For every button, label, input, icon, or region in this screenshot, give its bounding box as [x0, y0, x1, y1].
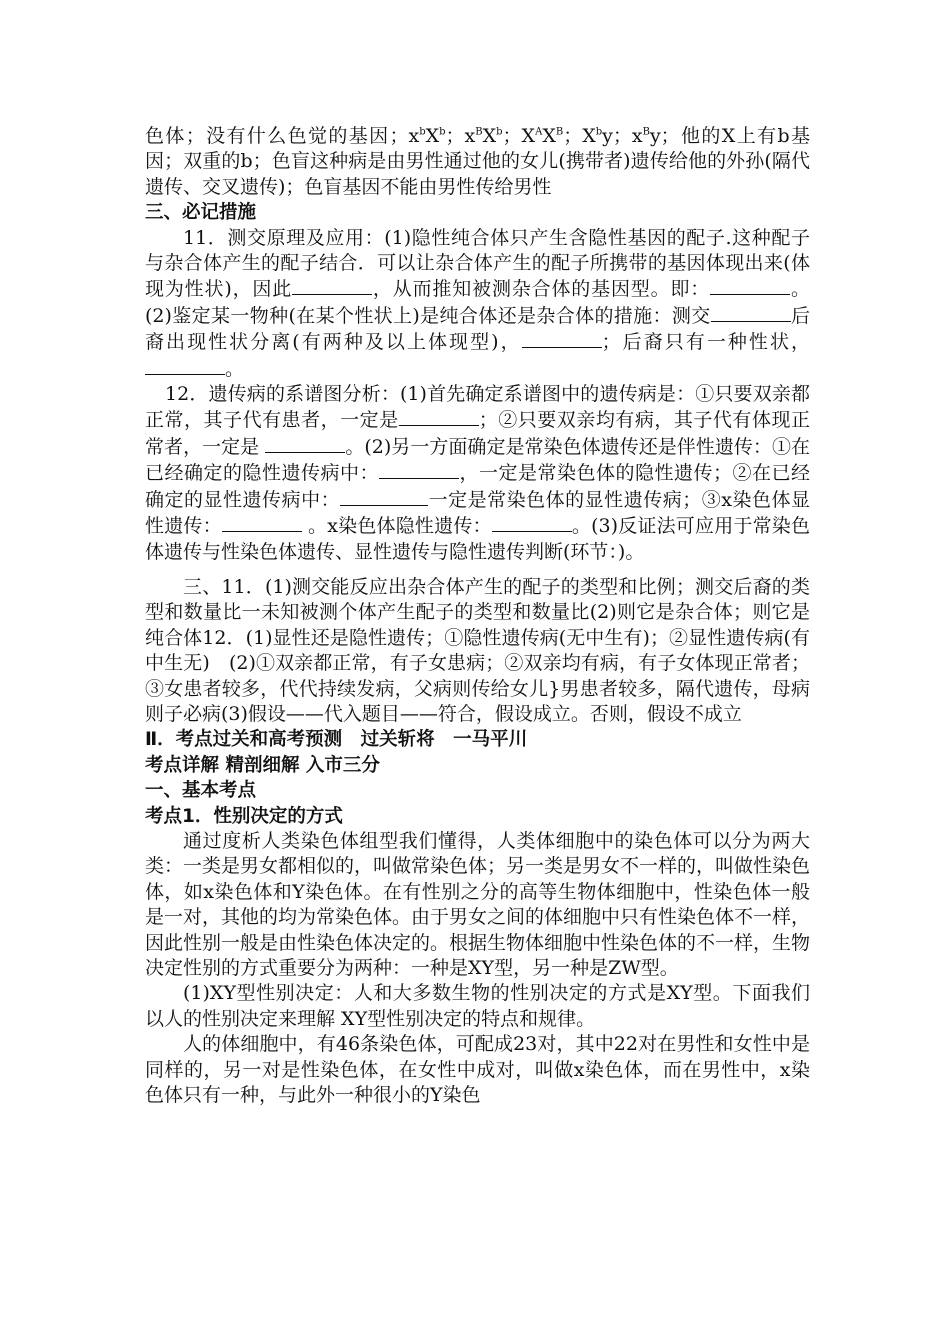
- superscript: b: [439, 126, 446, 138]
- superscript: B: [642, 126, 650, 138]
- text-run: 。x染色体隐性遗传：: [301, 515, 492, 538]
- fill-blank[interactable]: [710, 276, 790, 295]
- text-run: 一定是常染色体的显性遗传病；③x染色体显性遗传：: [145, 488, 810, 538]
- text-run: 后裔出现性状分离(有两种及以上体现型)，: [145, 304, 810, 354]
- paragraph-xy-type: (1)XY型性别决定：人和大多数生物的性别决定的方式是XY型。下面我们以人的性别决定来理解 XY型性别决定的特点和规律。: [145, 982, 810, 1030]
- superscript: b: [496, 126, 503, 138]
- paragraph-color-blindness: [145, 124, 810, 200]
- fill-blank[interactable]: [340, 487, 428, 506]
- fill-blank[interactable]: [399, 407, 479, 426]
- text-run: X: [425, 125, 440, 147]
- superscript: B: [555, 126, 564, 138]
- fill-blank[interactable]: [222, 513, 302, 532]
- paragraph-human-chromosomes: 人的体细胞中，有46条染色体，可配成23对，其中22对在男性和女性中是同样的，另一对是性染色体，在女性中成对，叫做x染色体，而在男性中，x染色体只有一种，与此外一种很小的Y染色: [145, 1033, 810, 1107]
- superscript: b: [595, 126, 603, 138]
- superscript: A: [535, 126, 543, 138]
- fill-blank[interactable]: [711, 303, 791, 322]
- paragraph-answers: 三、11．(1)测交能反应出杂合体产生的配子的类型和比例；测交后裔的类型和数量比一未知被测个体产生配子的类型和数量比(2)则它是杂合体；则它是纯合体12．(1)显性还是隐性遗传；①隐性遗传病(无中生有)；②显性遗传病(有中生无) (2)①双亲都正常，有子女患病；②双亲均有病，有子女体现正常者；③女患者较多，代代持续发病，父病则传给女儿}男患者较多，隔代遗传，母病则子必病(3)假设——代入题目——符合，假设成立。否则，假设不成立: [145, 575, 810, 725]
- text-run: 。(2)鉴定某一物种(在某个性状上)是纯合体还是杂合体的措施：测交: [145, 278, 810, 327]
- text-run: y；他的X上有b基因；双重的b；色盲这种病是由男性通过他的女儿(携带者)遗传给他的外孙(隔代遗传、交叉遗传)；色盲基因不能由男性传给男性: [145, 125, 810, 198]
- paragraph-test-cross: [145, 226, 810, 382]
- text-run: 。: [225, 357, 245, 380]
- paragraph-pedigree-analysis: [145, 382, 810, 565]
- section-heading: 一、基本考点: [145, 780, 257, 802]
- section-heading: 考点1．性别决定的方式: [145, 805, 343, 827]
- fill-blank[interactable]: [379, 460, 459, 479]
- fill-blank[interactable]: [522, 329, 602, 348]
- text-run: ；x: [445, 125, 476, 147]
- fill-blank[interactable]: [292, 276, 372, 295]
- text-run: 。(3)反证法可应用于常染色体遗传与性染色体遗传、显性遗传与隐性遗传判断(环节：)。: [145, 515, 810, 563]
- superscript: b: [419, 126, 426, 138]
- superscript: B: [475, 126, 483, 138]
- text-run: ；②只要双亲均有病，其子代有体现正常者，一定是: [145, 409, 810, 458]
- text-run: X: [542, 125, 556, 147]
- text-run: 11．测交原理及应用：(1)隐性纯合体只产生含隐性基因的配子.这种配子与杂合体产生的配子结合．可以让杂合体产生的配子所携带的基因体现出来(体现为性状)，因此: [145, 226, 810, 301]
- fill-blank[interactable]: [492, 513, 572, 532]
- text-run: X: [482, 125, 497, 147]
- fill-blank[interactable]: [265, 434, 345, 453]
- text-run: ，从而推知被测杂合体的基因型。即：: [372, 278, 711, 301]
- text-run: ，一定是常染色体的隐性遗传；②在已经确定的显性遗传病中：: [145, 462, 810, 511]
- fill-blank[interactable]: [145, 356, 225, 375]
- text-run: ；X: [502, 125, 536, 147]
- paragraph-sex-determination: 通过度析人类染色体组型我们懂得，人类体细胞中的染色体可以分为两大类：一类是男女都相似的，叫做常染色体；另一类是男女不一样的，叫做性染色体，如x染色体和Y染色体。在有性别之分的高等生物体细胞中，性染色体一般是一对，其他的均为常染色体。由于男女之间的体细胞中只有性染色体不一样，因此性别一般是由性染色体决定的。根据生物体细胞中性染色体的不一样，生物决定性别的方式重要分为两种：一种是XY型，另一种是ZW型。: [145, 829, 811, 979]
- text-run: ；X: [563, 125, 596, 147]
- text-run: 色体；没有什么色觉的基因；x: [145, 125, 420, 147]
- text-run: y；x: [602, 125, 643, 147]
- text-run: 。(2)另一方面确定是常染色体遗传还是伴性遗传：①在已经确定的隐性遗传病中：: [145, 435, 810, 485]
- text-run: ；后裔只有一种性状，: [601, 331, 810, 354]
- section-heading: 三、必记措施: [145, 202, 257, 224]
- section-heading: Ⅱ．考点过关和高考预测 过关斩将 一马平川: [145, 729, 528, 751]
- document-body: [145, 124, 810, 1108]
- section-heading: 考点详解 精剖细解 入市三分: [145, 754, 380, 776]
- text-run: 12．遗传病的系谱图分析：(1)首先确定系谱图中的遗传病是：①只要双亲都正常，其子代有患者，一定是: [145, 383, 810, 432]
